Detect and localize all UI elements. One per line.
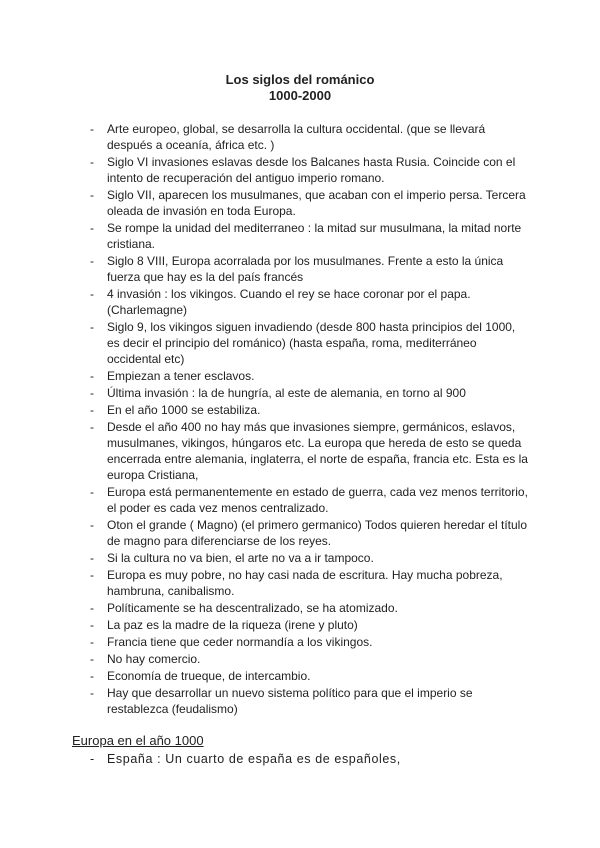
list-item — [90, 154, 530, 186]
bullet-dash: - — [90, 403, 94, 417]
list-item-text: Arte europeo, global, se desarrolla la cultura occidental. (que se llevará después a oceanía, áfrica etc. ) — [107, 122, 486, 152]
list-item — [90, 550, 530, 566]
document-title: Los siglos del románico — [225, 72, 375, 87]
list-item-text: Oton el grande ( Magno) (el primero germanico) Todos quieren heredar el título de magno para diferenciarse de los reyes. — [107, 518, 527, 548]
list-item — [90, 685, 530, 717]
list-item — [90, 121, 530, 153]
bullet-dash: - — [90, 669, 94, 683]
list-item-text: Empiezan a tener esclavos. — [107, 369, 255, 383]
bullet-dash: - — [90, 221, 94, 235]
bullet-dash: - — [90, 752, 95, 766]
list-item — [90, 668, 530, 684]
list-item-text: Si la cultura no va bien, el arte no va a ir tampoco. — [107, 551, 374, 565]
list-item-text: Siglo VI invasiones eslavas desde los Balcanes hasta Rusia. Coincide con el intento de recuperación del antiguo imperio romano. — [107, 155, 516, 185]
list-item — [90, 220, 530, 252]
list-item-text: Francia tiene que ceder normandía a los vikingos. — [107, 635, 373, 649]
list-item — [90, 567, 530, 599]
list-item — [90, 617, 530, 633]
list-item-text: En el año 1000 se estabiliza. — [107, 403, 261, 417]
list-item — [90, 402, 530, 418]
list-item-text: 4 invasión : los vikingos. Cuando el rey se hace coronar por el papa. (Charlemagne) — [107, 287, 471, 317]
section-heading: Europa en el año 1000 — [72, 733, 204, 748]
section-bullet-list — [90, 751, 530, 767]
list-item — [90, 368, 530, 384]
list-item — [90, 385, 530, 401]
list-item-text: España : Un cuarto de españa es de españoles, — [107, 752, 401, 766]
list-item-text: Políticamente se ha descentralizado, se ha atomizado. — [107, 601, 398, 615]
list-item — [90, 319, 530, 367]
list-item — [90, 751, 530, 767]
list-item-text: Economía de trueque, de intercambio. — [107, 669, 311, 683]
bullet-dash: - — [90, 369, 94, 383]
bullet-list — [90, 121, 530, 718]
list-item — [90, 651, 530, 667]
list-item-text: Europa es muy pobre, no hay casi nada de escritura. Hay mucha pobreza, hambruna, canibalismo. — [107, 568, 503, 598]
list-item-text: La paz es la madre de la riqueza (irene y pluto) — [107, 618, 358, 632]
list-item — [90, 253, 530, 285]
bullet-dash: - — [90, 686, 94, 700]
list-item — [90, 600, 530, 616]
bullet-dash: - — [90, 568, 94, 582]
list-item — [90, 517, 530, 549]
bullet-dash: - — [90, 601, 94, 615]
bullet-dash: - — [90, 635, 94, 649]
list-item-text: Hay que desarrollar un nuevo sistema político para que el imperio se restablezca (feudalismo) — [107, 686, 473, 716]
document-subtitle-years: 1000-2000 — [268, 88, 332, 103]
bullet-dash: - — [90, 188, 94, 202]
list-item-text: Siglo VII, aparecen los musulmanes, que acaban con el imperio persa. Tercera oleada de invasión en toda Europa. — [107, 188, 526, 218]
list-item-text: Siglo 8 VIII, Europa acorralada por los musulmanes. Frente a esto la única fuerza que hay es la del país francés — [107, 254, 504, 284]
list-item — [90, 286, 530, 318]
list-item — [90, 634, 530, 650]
bullet-dash: - — [90, 420, 94, 434]
list-item — [90, 187, 530, 219]
bullet-dash: - — [90, 155, 94, 169]
bullet-dash: - — [90, 386, 94, 400]
bullet-dash: - — [90, 254, 94, 268]
bullet-dash: - — [90, 652, 94, 666]
bullet-dash: - — [90, 485, 94, 499]
bullet-dash: - — [90, 320, 94, 334]
list-item-text: Última invasión : la de hungría, al este de alemania, en torno al 900 — [107, 386, 466, 400]
list-item-text: Desde el año 400 no hay más que invasiones siempre, germánicos, eslavos, musulmanes, vikingos, húngaros etc. La europa que hereda de esto se queda encerrada entre alemania, inglaterra, el norte de españa, francia etc. Esta es la europa Cristiana, — [107, 420, 528, 482]
bullet-dash: - — [90, 122, 94, 136]
list-item-text: Se rompe la unidad del mediterraneo : la mitad sur musulmana, la mitad norte cristiana. — [107, 221, 522, 251]
list-item-text: Europa está permanentemente en estado de guerra, cada vez menos territorio, el poder es cada vez menos centralizado. — [107, 485, 528, 515]
list-item — [90, 419, 530, 483]
bullet-dash: - — [90, 287, 94, 301]
list-item — [90, 484, 530, 516]
bullet-dash: - — [90, 551, 94, 565]
list-item-text: Siglo 9, los vikingos siguen invadiendo (desde 800 hasta principios del 1000, es decir el principio del románico) (hasta españa, roma, mediterráneo occidental etc) — [107, 320, 516, 366]
bullet-dash: - — [90, 518, 94, 532]
list-item-text: No hay comercio. — [107, 652, 201, 666]
bullet-dash: - — [90, 618, 94, 632]
